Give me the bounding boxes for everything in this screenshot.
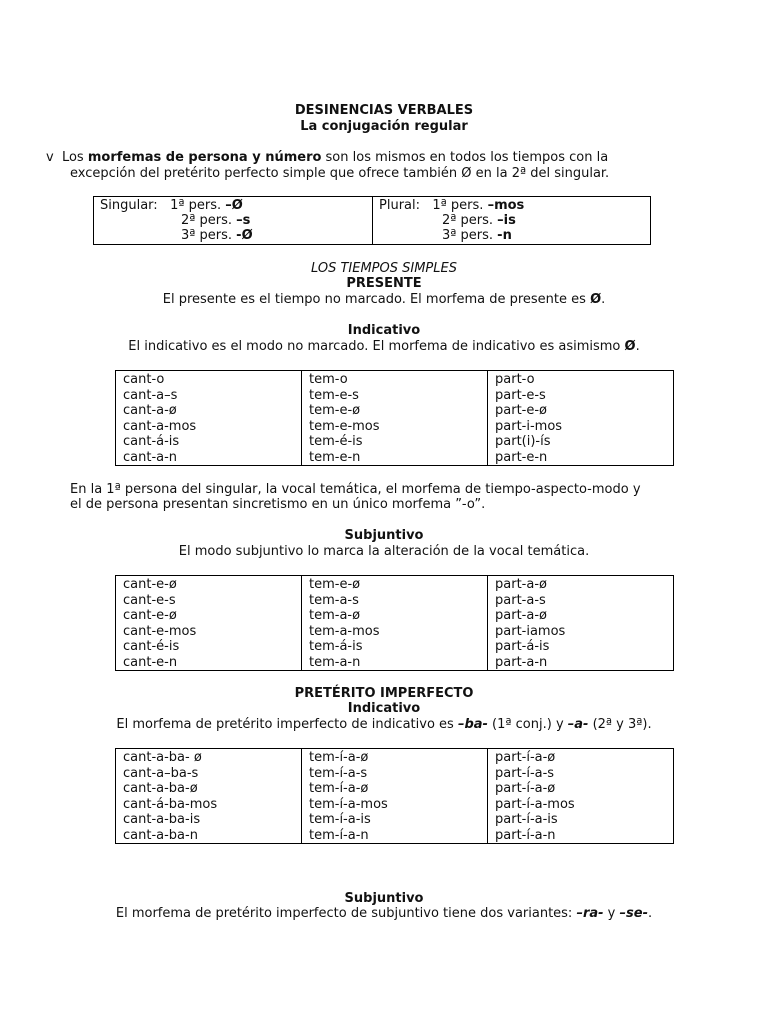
sg-2-pers: 2ª pers. [181,213,237,228]
table-cell: part-a-s [495,592,546,608]
imperfecto-text-end: (2ª y 3ª). [588,717,652,732]
table-cell: tem-e-mos [309,418,380,434]
table-cell: tem-é-is [309,434,363,449]
table-cell: part-í-a-is [495,812,558,827]
indicativo-text [0,339,768,354]
col-temer [302,576,488,671]
table-cell: part-o [495,372,535,387]
table-cell: part-í-a-n [495,827,556,843]
table-cell: cant-a-ø [123,403,177,418]
table-cell: cant-a-ba- ø [123,750,202,765]
table-cell: tem-a-ø [309,608,361,623]
pl-3-pers: 3ª pers. [442,228,498,243]
intro-line-2: excepción del pretérito perfecto simple que ofrece también Ø en la 2ª del singular. [70,166,610,181]
table-cell: part(i)-ís [495,434,551,449]
singular-label: Singular: [100,198,158,213]
imperfecto-text-pre: El morfema de pretérito imperfecto de indicativo es [116,717,458,732]
table-cell: cant-a–ba-s [123,765,199,781]
table-cell: cant-e-mos [123,623,197,639]
table-cell: tem-í-a-mos [309,796,388,812]
table-cell: tem-e-ø [309,403,361,418]
imperfecto-morf-se: –se- [619,906,648,921]
imperfecto-heading: PRETÉRITO IMPERFECTO [294,686,474,701]
table-cell: part-e-s [495,387,546,403]
table-cell: cant-o [123,372,165,387]
col-partir [488,749,674,844]
imperfecto-morf-ra: –ra- [576,906,604,921]
pl-1-pers: 1ª pers. [432,198,488,213]
table-cell: tem-o [309,372,348,387]
table-cell: tem-e-n [309,449,361,465]
plural-cell [373,197,651,245]
pl-2-pers: 2ª pers. [442,213,498,228]
table-cell: tem-í-a-ø [309,750,369,765]
table-cell: cant-e-s [123,592,176,608]
pl-1-morf: –mos [487,198,525,213]
table-cell: tem-í-a-is [309,812,371,827]
imperfecto-subj-mid: y [603,906,620,921]
table-cell: cant-á-ba-mos [123,796,218,812]
intro-post: son los mismos en todos los tiempos con la [321,150,609,165]
imperfecto-subjuntivo-text [0,906,768,921]
table-cell: cant-e-n [123,654,178,670]
col-partir [488,576,674,671]
col-temer [302,749,488,844]
sg-3-morf: -Ø [236,228,253,243]
doc-title: DESINENCIAS VERBALES [294,103,474,118]
sincretismo-line-1: En la 1ª persona del singular, la vocal temática, el morfema de tiempo-aspecto-modo y [70,482,641,497]
table-cell: cant-á-is [123,434,180,449]
table-cell: part-iamos [495,623,566,639]
table-cell: part-í-a-ø [495,750,556,765]
indicativo-text-body: El indicativo es el modo no marcado. El morfema de indicativo es asimismo [128,339,625,354]
table-cell: cant-a-ba-ø [123,781,198,796]
presente-indicativo-table [115,370,674,466]
table-cell: cant-e-ø [123,608,177,623]
presente-subjuntivo-table [115,575,674,671]
imperfecto-subjuntivo-heading: Subjuntivo [344,891,424,906]
indicativo-heading: Indicativo [347,323,421,338]
desinencias-table [93,196,651,245]
table-cell: part-i-mos [495,418,563,434]
table-cell: cant-a-ba-is [123,812,201,827]
imperfecto-morf-ba: –ba- [457,717,488,732]
table-cell: tem-a-mos [309,623,380,639]
presente-text-body: El presente es el tiempo no marcado. El morfema de presente es [162,292,591,307]
intro-bold: morfemas de persona y número [87,150,322,165]
indicativo-morf: Ø [624,339,636,354]
doc-subtitle: La conjugación regular [300,119,468,134]
presente-morf: Ø [590,292,602,307]
imperfecto-indicativo-table [115,748,674,844]
table-cell: tem-í-a-n [309,827,369,843]
sg-3-pers: 3ª pers. [181,228,237,243]
imperfecto-indicativo-heading: Indicativo [347,701,421,716]
subjuntivo-heading: Subjuntivo [344,528,424,543]
presente-end: . [601,292,606,307]
sg-1-pers: 1ª pers. [170,198,226,213]
table-cell: tem-í-a-ø [309,781,369,796]
intro-pre: Los [61,150,88,165]
table-cell: part-í-a-s [495,765,555,781]
table-cell: tem-e-s [309,387,359,403]
imperfecto-subj-pre: El morfema de pretérito imperfecto de subjuntivo tiene dos variantes: [115,906,577,921]
col-temer [302,371,488,466]
col-cantar [116,749,302,844]
table-cell: part-a-ø [495,608,547,623]
table-cell: tem-a-n [309,654,361,670]
pl-2-morf: –is [497,213,516,228]
sg-1-morf: –Ø [225,198,243,213]
col-partir [488,371,674,466]
table-cell: cant-a–s [123,387,178,403]
table-cell: tem-í-a-s [309,765,368,781]
singular-cell [94,197,373,245]
table-cell: part-í-a-ø [495,781,556,796]
table-cell: part-í-a-mos [495,796,575,812]
simples-heading: LOS TIEMPOS SIMPLES [311,261,457,276]
col-cantar [116,371,302,466]
imperfecto-subj-end: . [647,906,653,921]
pl-3-morf: -n [497,228,512,243]
col-cantar [116,576,302,671]
table-cell: part-e-ø [495,403,547,418]
indicativo-end: . [635,339,640,354]
table-cell: cant-e-ø [123,577,177,592]
imperfecto-text-mid: (1ª conj.) y [487,717,568,732]
table-cell: part-á-is [495,639,550,654]
table-cell: part-a-ø [495,577,547,592]
table-cell: cant-a-n [123,449,178,465]
table-cell: part-a-n [495,654,548,670]
sincretismo-line-2: el de persona presentan sincretismo en un único morfema ”-o”. [70,497,486,512]
table-cell: tem-á-is [309,639,363,654]
bullet-glyph: v [46,150,54,165]
subjuntivo-text: El modo subjuntivo lo marca la alteración de la vocal temática. [178,544,590,559]
intro-line-1 [46,150,608,165]
table-cell: part-e-n [495,449,548,465]
table-cell: tem-a-s [309,592,359,608]
plural-label: Plural: [379,198,420,213]
table-cell: cant-a-mos [123,418,197,434]
imperfecto-morf-a: –a- [567,717,589,732]
sg-2-morf: –s [236,213,251,228]
presente-heading: PRESENTE [346,276,422,291]
table-cell: cant-é-is [123,639,180,654]
presente-text [0,292,768,307]
table-cell: tem-e-ø [309,577,361,592]
table-cell: cant-a-ba-n [123,827,198,843]
imperfecto-indicativo-text [0,717,768,732]
